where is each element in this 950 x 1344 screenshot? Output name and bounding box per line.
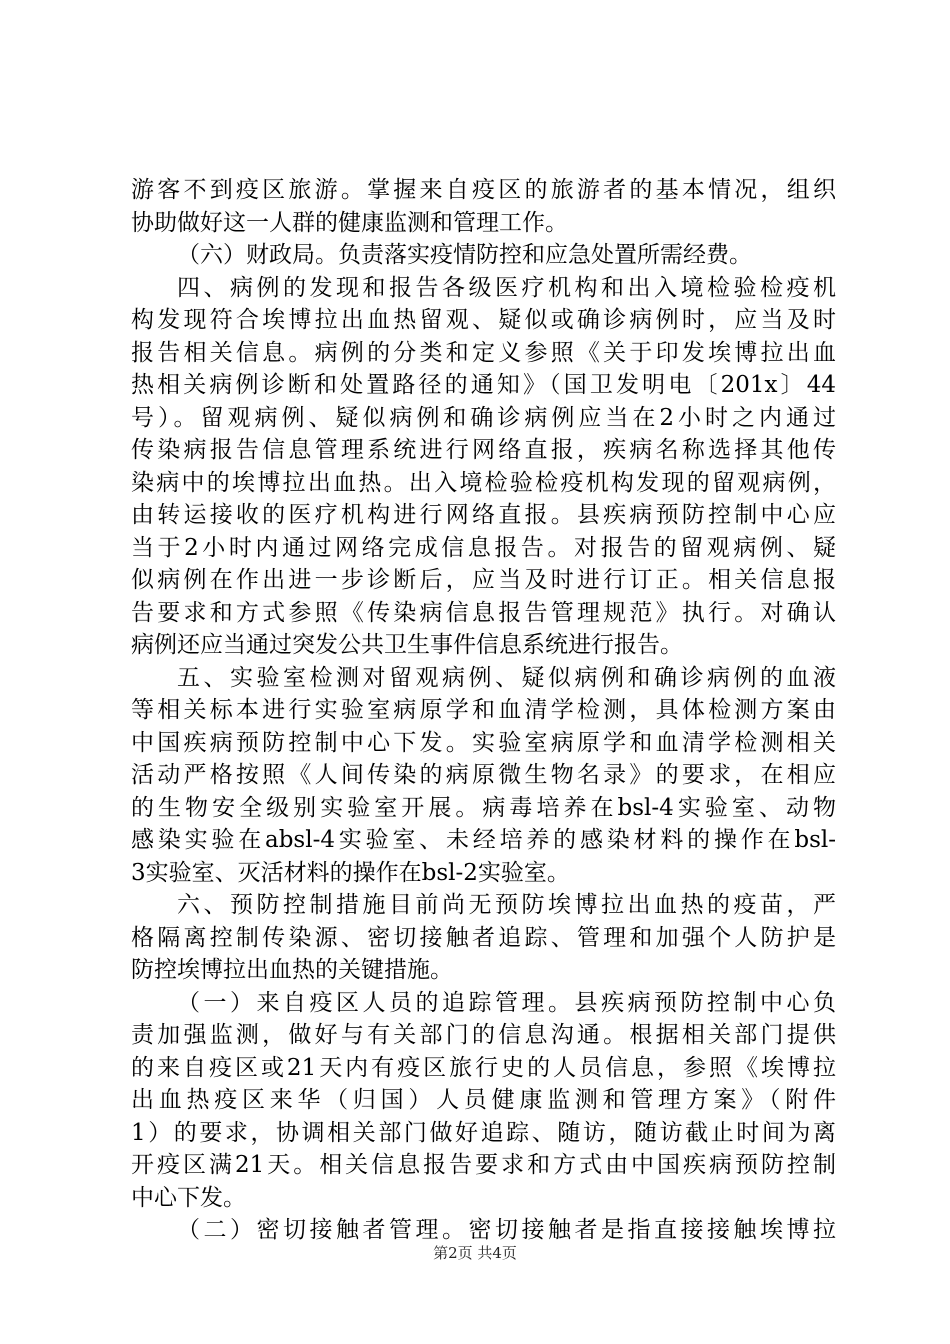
text-line: 当于2小时内通过网络完成信息报告。对报告的留观病例、疑 (131, 534, 836, 561)
text-line: 号）。留观病例、疑似病例和确诊病例应当在2小时之内通过 (131, 404, 836, 431)
text-line: 等相关标本进行实验室病原学和血清学检测，具体检测方案由 (131, 697, 836, 723)
text-line: 五、实验室检测对留观病例、疑似病例和确诊病例的血液 (177, 664, 836, 691)
text-line: 似病例在作出进一步诊断后，应当及时进行订正。相关信息报 (131, 567, 836, 593)
text-line: 出血热疫区来华（归国）人员健康监测和管理方案》（附件 (131, 1087, 836, 1113)
text-line: 格隔离控制传染源、密切接触者追踪、管理和加强个人防护是 (131, 924, 836, 951)
text-line: （六）财政局。负责落实疫情防控和应急处置所需经费。 (177, 242, 752, 268)
page-number-footer: 第2页 共4页 (433, 1244, 517, 1262)
text-line: 热相关病例诊断和处置路径的通知》（国卫发明电〔201x〕44 (131, 372, 836, 398)
text-line: 中国疾病预防控制中心下发。实验室病原学和血清学检测相关 (131, 729, 836, 756)
text-line: 传染病报告信息管理系统进行网络直报，疾病名称选择其他传 (131, 437, 836, 463)
text-line: 由转运接收的医疗机构进行网络直报。县疾病预防控制中心应 (131, 502, 836, 528)
text-line: 开疫区满21天。相关信息报告要求和方式由中国疾病预防控制 (131, 1152, 836, 1178)
text-line: 病例还应当通过突发公共卫生事件信息系统进行报告。 (131, 632, 683, 658)
document-body (131, 174, 836, 1247)
text-line: 3实验室、灭活材料的操作在bsl-2实验室。 (131, 859, 570, 886)
text-line: 四、病例的发现和报告各级医疗机构和出入境检验检疫机 (177, 274, 836, 301)
text-line: 的生物安全级别实验室开展。病毒培养在bsl-4实验室、动物 (131, 794, 836, 821)
text-line: 责加强监测，做好与有关部门的信息沟通。根据相关部门提供 (131, 1022, 836, 1048)
text-line: 构发现符合埃博拉出血热留观、疑似或确诊病例时，应当及时 (131, 307, 836, 333)
text-line: 的来自疫区或21天内有疫区旅行史的人员信息，参照《埃博拉 (131, 1054, 836, 1081)
text-line: 感染实验在absl-4实验室、未经培养的感染材料的操作在bsl- (131, 827, 836, 853)
text-line: 染病中的埃博拉出血热。出入境检验检疫机构发现的留观病例， (131, 469, 836, 496)
text-line: 1）的要求，协调相关部门做好追踪、随访，随访截止时间为离 (131, 1119, 836, 1146)
text-line: 告要求和方式参照《传染病信息报告管理规范》执行。对确认 (131, 599, 836, 626)
text-line: 中心下发。 (131, 1184, 246, 1211)
text-line: 报告相关信息。病例的分类和定义参照《关于印发埃博拉出血 (131, 339, 836, 366)
text-line: 游客不到疫区旅游。掌握来自疫区的旅游者的基本情况，组织 (131, 177, 836, 203)
text-line: 活动严格按照《人间传染的病原微生物名录》的要求，在相应 (131, 762, 836, 788)
text-line: 六、预防控制措施目前尚无预防埃博拉出血热的疫苗，严 (177, 892, 836, 918)
text-line: （二）密切接触者管理。密切接触者是指直接接触埃博拉 (177, 1217, 836, 1243)
text-line: 防控埃博拉出血热的关键措施。 (131, 957, 453, 983)
text-line: 协助做好这一人群的健康监测和管理工作。 (131, 209, 568, 236)
text-line: （一）来自疫区人员的追踪管理。县疾病预防控制中心负 (177, 989, 836, 1016)
